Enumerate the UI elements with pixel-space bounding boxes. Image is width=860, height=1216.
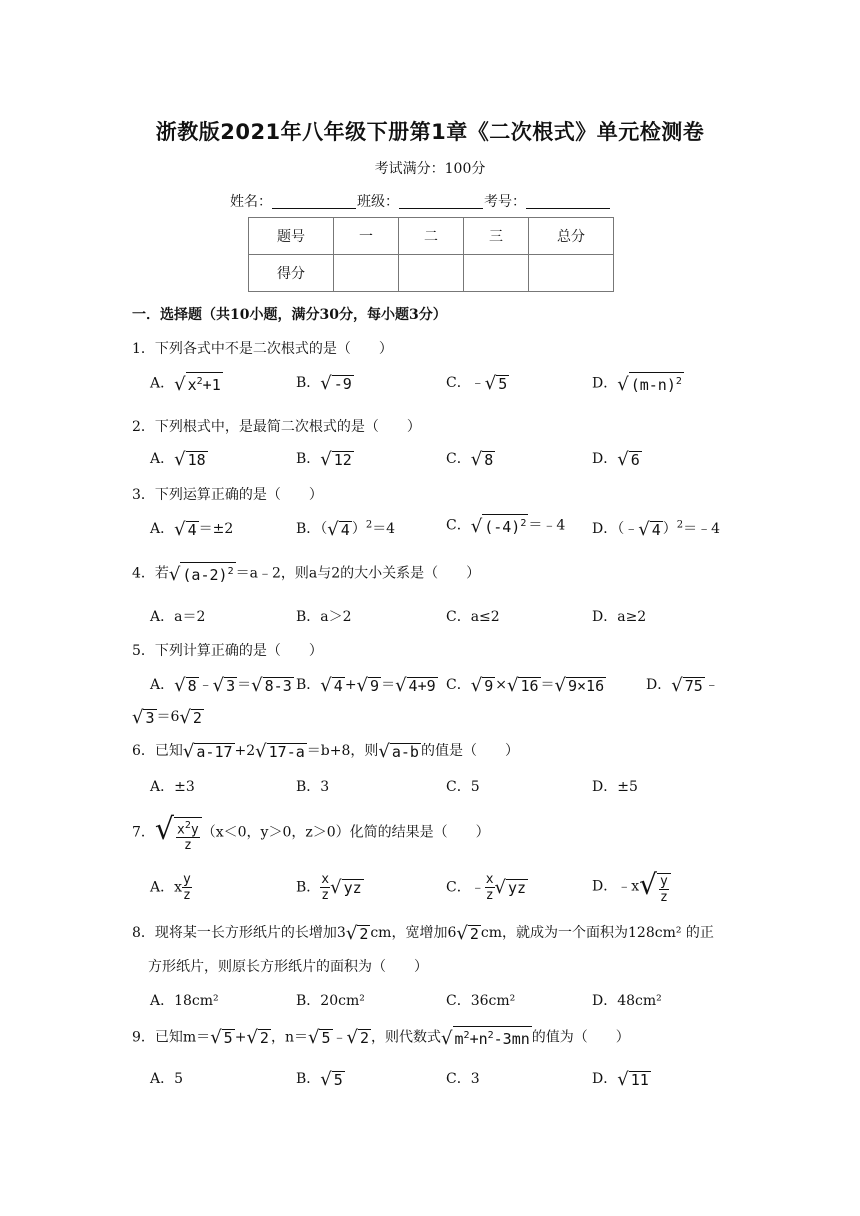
q5-option-d[interactable]: D．√ 75 ﹣ [646, 674, 719, 696]
q3-option-b[interactable]: B．（√ 4 ）$^2$＝4 [296, 518, 396, 540]
question-2-stem: 2．下列根式中，是最简二次根式的是（ ） [132, 419, 421, 435]
q8-option-b[interactable]: B．20cm² [296, 993, 365, 1009]
q1-option-c[interactable]: C．﹣√ 5 [446, 372, 508, 394]
q2-option-a[interactable]: A．√ 18 [150, 448, 206, 470]
q8-option-c[interactable]: C．36cm² [446, 993, 516, 1009]
q5-option-b[interactable]: B．√ 4 +√ 9 ＝√ 4+9 [296, 674, 436, 696]
score-header-cell: 二 [399, 218, 464, 255]
score-cell[interactable] [334, 255, 399, 292]
q7-option-b[interactable]: B． $\frac{x}{z}$ √ yz [296, 872, 362, 903]
score-cell[interactable] [464, 255, 529, 292]
score-header-cell: 一 [334, 218, 399, 255]
question-1-stem: 1．下列各式中不是二次根式的是（ ） [132, 341, 393, 357]
score-table [248, 217, 614, 292]
question-7-stem: 7．√ $\frac{x^2y}{z}$ （x＜0，y＞0，z＞0）化简的结果是（ ） [132, 812, 490, 854]
q8-option-a[interactable]: A．18cm² [150, 993, 219, 1009]
q7-option-d[interactable]: D．﹣x√ $\frac{y}{z}$ [592, 868, 671, 905]
q9-option-c[interactable]: C．3 [446, 1071, 480, 1087]
q2-option-b[interactable]: B．√ 12 [296, 448, 352, 470]
name-blank[interactable] [272, 194, 356, 209]
exam-no-label: 考号： [484, 194, 526, 210]
exam-no-blank[interactable] [526, 194, 610, 209]
q9-option-d[interactable]: D．√ 11 [592, 1068, 649, 1090]
q3-option-d[interactable]: D．（﹣√ 4 ）$^2$＝﹣4 [592, 518, 721, 540]
class-label: 班级： [357, 194, 399, 210]
score-header-cell: 题号 [249, 218, 334, 255]
score-header-cell: 总分 [529, 218, 614, 255]
class-blank[interactable] [399, 194, 483, 209]
q7-option-c[interactable]: C．﹣ $\frac{x}{z}$ √ yz [446, 872, 527, 903]
question-8-stem-line1: 8．现将某一长方形纸片的长增加3√ 2 cm，宽增加6√ 2 cm，就成为一个面积为128cm² 的正 [132, 922, 714, 944]
q1-option-a[interactable]: A．√ $x^2+1$ [150, 374, 221, 395]
q6-option-b[interactable]: B．3 [296, 779, 330, 795]
q5-option-a[interactable]: A．√ 8 ﹣√ 3 ＝√ 8-3 [150, 674, 292, 696]
q3-option-a[interactable]: A．√ 4 ＝±2 [150, 518, 234, 540]
q1-option-d[interactable]: D．√ $(m-n)^2$ [592, 374, 682, 395]
score-cell[interactable] [399, 255, 464, 292]
full-score: 考试满分：100分 [374, 161, 486, 177]
q3-option-c[interactable]: C．√ $(-4)^2$ ＝﹣4 [446, 516, 566, 537]
score-header-cell: 三 [464, 218, 529, 255]
student-info-line [230, 191, 611, 211]
section-title: 一．选择题（共10小题，满分30分，每小题3分） [132, 307, 447, 323]
q1-option-b[interactable]: B．√ -9 [296, 372, 352, 394]
question-8-stem-line2: 方形纸片，则原长方形纸片的面积为（ ） [148, 959, 428, 975]
q2-option-c[interactable]: C．√ 8 [446, 448, 494, 470]
q6-option-c[interactable]: C．5 [446, 779, 480, 795]
q8-option-d[interactable]: D．48cm² [592, 993, 662, 1009]
q5-option-c[interactable]: C．√ 9 ×√ 16 ＝√ 9×16 [446, 674, 605, 696]
question-3-stem: 3．下列运算正确的是（ ） [132, 487, 323, 503]
question-6-stem: 6．已知√ a-17 +2√ 17-a ＝b+8，则√ a-b 的值是（ ） [132, 740, 519, 762]
q5-option-d-cont: √ 3 ＝6√ 2 [132, 706, 202, 728]
q4-option-d[interactable]: D．a≥2 [592, 609, 647, 625]
page-title: 浙教版2021年八年级下册第1章《二次根式》单元检测卷 [155, 120, 705, 144]
q4-option-a[interactable]: A．a＝2 [150, 609, 206, 625]
q6-option-d[interactable]: D．±5 [592, 779, 638, 795]
q6-option-a[interactable]: A．±3 [150, 779, 195, 795]
question-4-stem: 4．若√ $(a-2)^2$ ＝a﹣2，则a与2的大小关系是（ ） [132, 564, 481, 585]
q7-option-a[interactable]: A．x $\frac{y}{z}$ [150, 872, 191, 903]
q4-option-b[interactable]: B．a＞2 [296, 609, 352, 625]
q9-option-a[interactable]: A．5 [150, 1071, 184, 1087]
q2-option-d[interactable]: D．√ 6 [592, 448, 640, 470]
name-label: 姓名： [230, 194, 272, 210]
q4-option-c[interactable]: C．a≤2 [446, 609, 500, 625]
question-5-stem: 5．下列计算正确的是（ ） [132, 643, 323, 659]
q9-option-b[interactable]: B．√ 5 [296, 1068, 343, 1090]
score-row-label: 得分 [249, 255, 334, 292]
score-cell[interactable] [529, 255, 614, 292]
question-9-stem: 9．已知m＝√ 5 +√ 2 ，n＝√ 5 ﹣√ 2 ，则代数式√ $m^2+n^2-3mn$ 的值为（ ） [132, 1027, 630, 1049]
